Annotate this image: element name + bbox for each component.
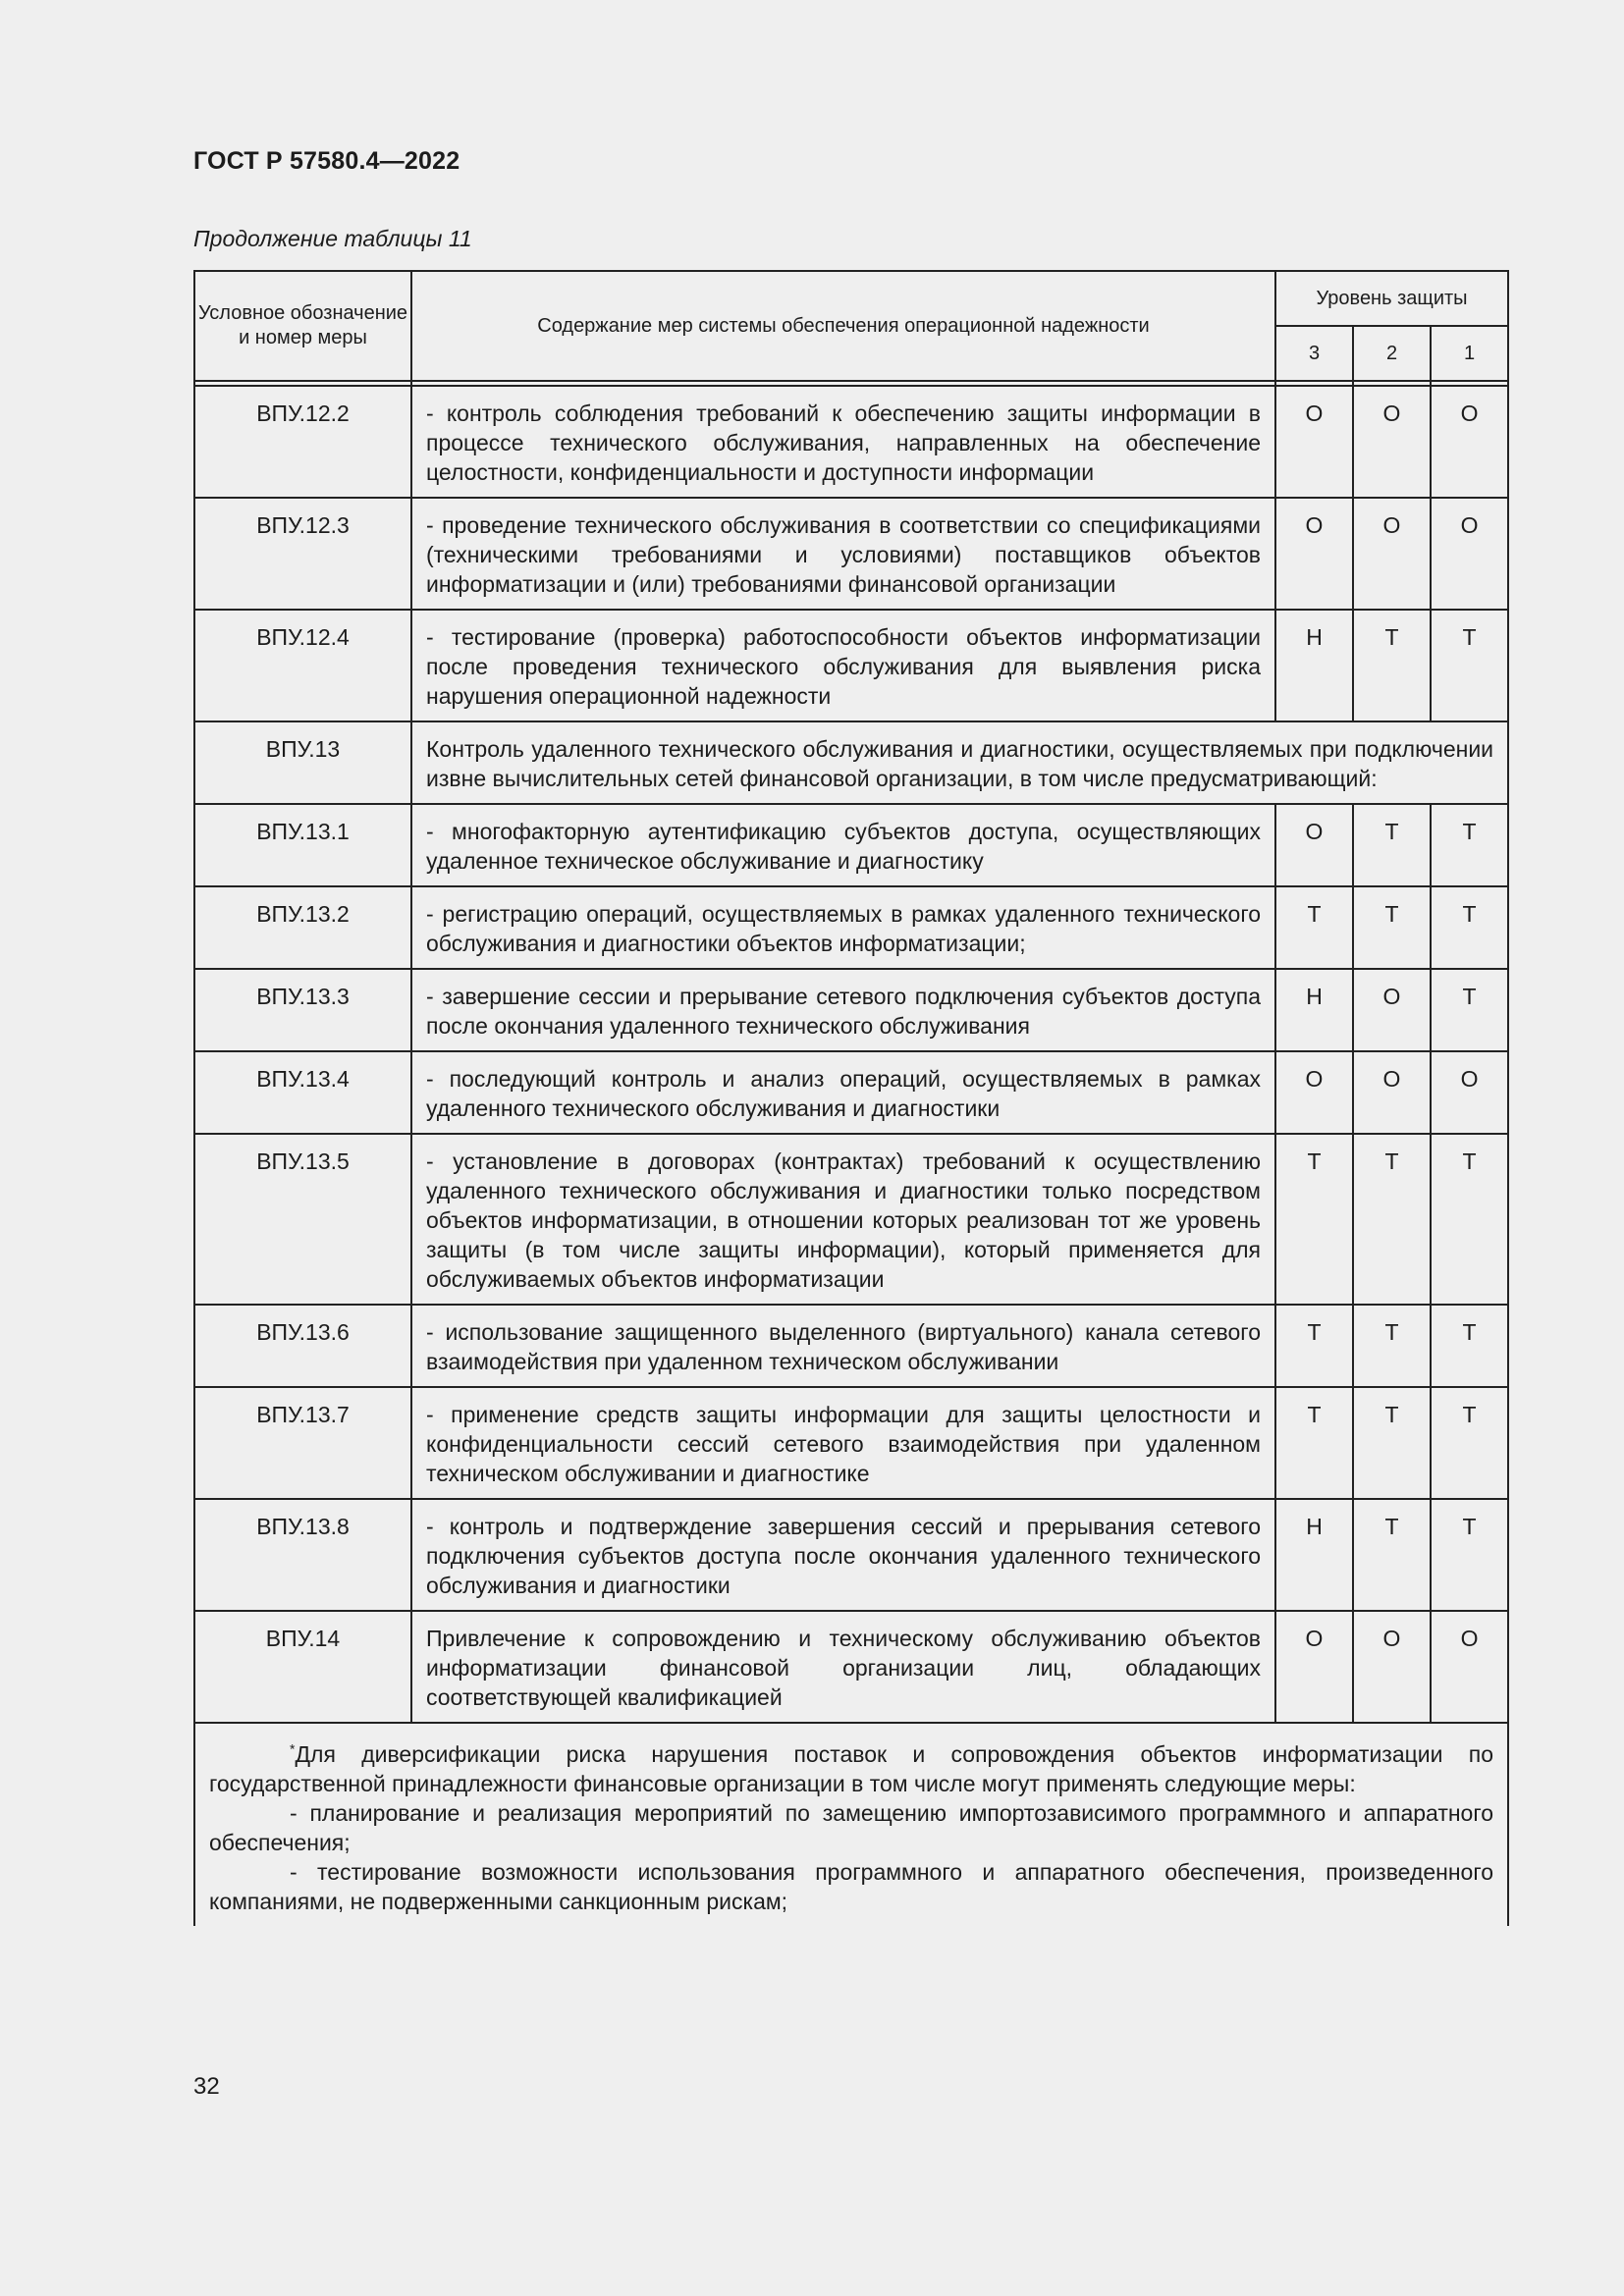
header-level-2: 2 (1353, 326, 1431, 381)
level-2-cell: Т (1353, 1499, 1431, 1611)
table-row (195, 1305, 1507, 1387)
table-caption: Продолжение таблицы 11 (193, 226, 472, 251)
measure-text: - регистрацию операций, осуществляемых в рамках удаленного технического обслуживания и диагностики объектов информатизации; (411, 886, 1275, 969)
table-frame (193, 270, 1509, 1926)
header-level-1: 1 (1431, 326, 1507, 381)
table-row (195, 386, 1507, 498)
measure-text: - последующий контроль и анализ операций, осуществляемых в рамках удаленного технического обслуживания и диагностики (411, 1051, 1275, 1134)
table-row (195, 886, 1507, 969)
table-row (195, 1051, 1507, 1134)
level-3-cell: Т (1275, 886, 1353, 969)
header-code: Условное обозначение и номер меры (195, 272, 411, 381)
table-body (195, 381, 1507, 1926)
level-2-cell: Т (1353, 610, 1431, 721)
level-2-cell: О (1353, 969, 1431, 1051)
level-1-cell: Т (1431, 804, 1507, 886)
level-3-cell: О (1275, 804, 1353, 886)
level-2-cell: Т (1353, 886, 1431, 969)
footnote-text: Для диверсификации риска нарушения поставок и сопровождения объектов информатизации по государственной принадлежности финансовые организации в том числе могут применять следующие меры: (209, 1741, 1494, 1796)
footnote-marker: * (290, 1740, 296, 1757)
level-1-cell: Т (1431, 1387, 1507, 1499)
level-1-cell: О (1431, 498, 1507, 610)
measure-text: - проведение технического обслуживания в соответствии со спецификациями (техническими требованиями и условиями) поставщиков объектов информатизации и (или) требованиями финансовой организации (411, 498, 1275, 610)
document-header: ГОСТ Р 57580.4—2022 (193, 147, 460, 175)
measure-code: ВПУ.13 (195, 721, 411, 804)
page-number: 32 (193, 2073, 220, 2100)
measure-text: - завершение сессии и прерывание сетевого подключения субъектов доступа после окончания удаленного технического обслуживания (411, 969, 1275, 1051)
level-2-cell: О (1353, 498, 1431, 610)
measure-code: ВПУ.13.1 (195, 804, 411, 886)
level-2-cell: О (1353, 1051, 1431, 1134)
footnote-paragraph (209, 1857, 1493, 1916)
footnote-text: - планирование и реализация мероприятий по замещению импортозависимого программного и аппаратного обеспечения; (209, 1800, 1494, 1855)
level-1-cell: О (1431, 1611, 1507, 1723)
level-3-cell: О (1275, 1611, 1353, 1723)
measure-code: ВПУ.13.7 (195, 1387, 411, 1499)
level-2-cell: Т (1353, 804, 1431, 886)
level-3-cell: О (1275, 498, 1353, 610)
level-2-cell: Т (1353, 1134, 1431, 1305)
measure-code: ВПУ.13.5 (195, 1134, 411, 1305)
level-3-cell: О (1275, 386, 1353, 498)
level-1-cell: Т (1431, 610, 1507, 721)
table-row (195, 1611, 1507, 1723)
table-row (195, 1387, 1507, 1499)
level-3-cell: Т (1275, 1305, 1353, 1387)
level-1-cell: Т (1431, 1134, 1507, 1305)
level-3-cell: Т (1275, 1387, 1353, 1499)
table-row (195, 610, 1507, 721)
level-1-cell: О (1431, 386, 1507, 498)
level-1-cell: Т (1431, 886, 1507, 969)
measure-code: ВПУ.13.4 (195, 1051, 411, 1134)
table-row (195, 1134, 1507, 1305)
measure-code: ВПУ.13.3 (195, 969, 411, 1051)
level-3-cell: Т (1275, 1134, 1353, 1305)
measure-text: - установление в договорах (контрактах) требований к осуществлению удаленного технического обслуживания и диагностики только посредством объектов информатизации, в отношении которых реализован тот же уровень защиты (в том числе защиты информации), который применяется для обслуживаемых объектов информатизации (411, 1134, 1275, 1305)
header-level-3: 3 (1275, 326, 1353, 381)
level-2-cell: О (1353, 386, 1431, 498)
footnote-row (195, 1723, 1507, 1926)
measure-text: Привлечение к сопровождению и техническому обслуживанию объектов информатизации финансовой организации лиц, обладающих соответствующей квалификацией (411, 1611, 1275, 1723)
measure-code: ВПУ.12.2 (195, 386, 411, 498)
measure-code: ВПУ.12.3 (195, 498, 411, 610)
measure-text: - тестирование (проверка) работоспособности объектов информатизации после проведения технического обслуживания для выявления риска нарушения операционной надежности (411, 610, 1275, 721)
level-3-cell: Н (1275, 969, 1353, 1051)
measure-text: Контроль удаленного технического обслуживания и диагностики, осуществляемых при подключении извне вычислительных сетей финансовой организации, в том числе предусматривающий: (411, 721, 1507, 804)
header-content: Содержание мер системы обеспечения операционной надежности (411, 272, 1275, 381)
table-row (195, 498, 1507, 610)
level-1-cell: Т (1431, 969, 1507, 1051)
measure-code: ВПУ.13.8 (195, 1499, 411, 1611)
table-row (195, 1499, 1507, 1611)
level-1-cell: Т (1431, 1305, 1507, 1387)
table-row (195, 969, 1507, 1051)
level-3-cell: Н (1275, 1499, 1353, 1611)
measure-text: - применение средств защиты информации для защиты целостности и конфиденциальности сессий сетевого взаимодействия при удаленном техническом обслуживании и диагностике (411, 1387, 1275, 1499)
footnote-text: - тестирование возможности использования программного и аппаратного обеспечения, произведенного компаниями, не подверженными санкционным рискам; (209, 1859, 1494, 1914)
measure-code: ВПУ.14 (195, 1611, 411, 1723)
level-3-cell: О (1275, 1051, 1353, 1134)
level-2-cell: Т (1353, 1305, 1431, 1387)
measures-table (195, 272, 1507, 1926)
measure-text: - контроль и подтверждение завершения сессий и прерывания сетевого подключения субъектов доступа после окончания удаленного технического обслуживания и диагностики (411, 1499, 1275, 1611)
level-2-cell: О (1353, 1611, 1431, 1723)
measure-code: ВПУ.13.6 (195, 1305, 411, 1387)
table-row (195, 721, 1507, 804)
measure-text: - использование защищенного выделенного (виртуального) канала сетевого взаимодействия при удаленном техническом обслуживании (411, 1305, 1275, 1387)
measure-code: ВПУ.12.4 (195, 610, 411, 721)
level-3-cell: Н (1275, 610, 1353, 721)
measure-text: - контроль соблюдения требований к обеспечению защиты информации в процессе технического обслуживания, направленных на обеспечение целостности, конфиденциальности и доступности информации (411, 386, 1275, 498)
footnote (195, 1723, 1507, 1926)
header-level-group: Уровень защиты (1275, 272, 1507, 326)
measure-code: ВПУ.13.2 (195, 886, 411, 969)
level-1-cell: О (1431, 1051, 1507, 1134)
footnote-paragraph (209, 1739, 1493, 1798)
level-1-cell: Т (1431, 1499, 1507, 1611)
measure-text: - многофакторную аутентификацию субъектов доступа, осуществляющих удаленное техническое обслуживание и диагностику (411, 804, 1275, 886)
level-2-cell: Т (1353, 1387, 1431, 1499)
footnote-paragraph (209, 1798, 1493, 1857)
table-row (195, 804, 1507, 886)
